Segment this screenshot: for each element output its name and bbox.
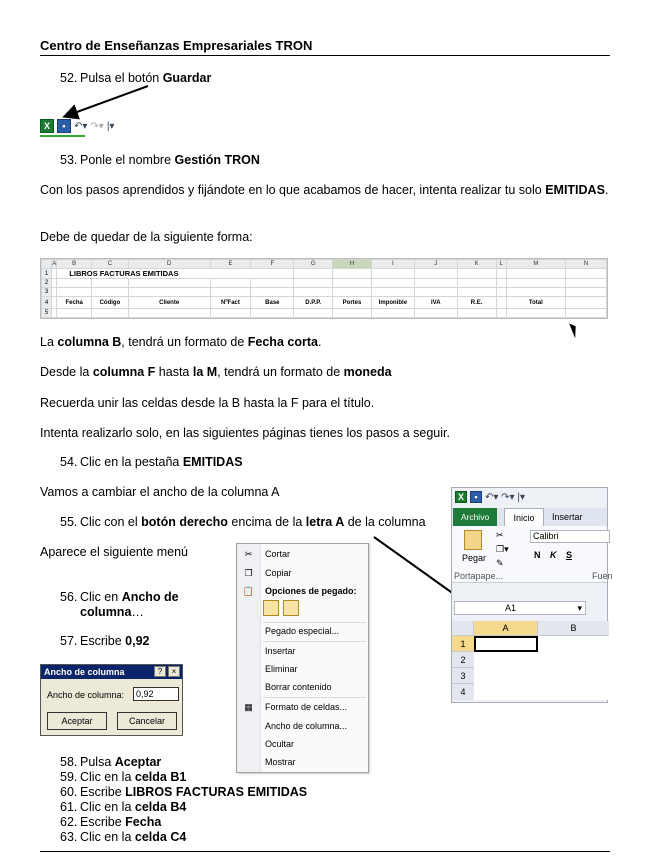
undo-icon[interactable]: ↶▾ ↷▾ |▾ bbox=[485, 491, 525, 503]
col-header: C bbox=[92, 260, 129, 269]
paragraph-column-b: La columna B, tendrá un formato de Fecha corta. bbox=[40, 335, 322, 349]
col-header: D bbox=[128, 260, 210, 269]
copy-icon: ❐ bbox=[244, 568, 253, 578]
width-input[interactable] bbox=[133, 687, 179, 701]
paste-icon[interactable] bbox=[464, 530, 482, 550]
col-header: N bbox=[566, 260, 607, 269]
menu-item-insert[interactable]: Insertar bbox=[265, 646, 296, 656]
menu-item-clear[interactable]: Borrar contenido bbox=[265, 682, 332, 692]
col-header: L bbox=[496, 260, 506, 269]
footer-rule bbox=[40, 851, 610, 852]
sheet-preview bbox=[40, 258, 608, 319]
row-header[interactable]: 1 bbox=[452, 636, 474, 652]
row-header: 4 bbox=[42, 297, 52, 309]
format-cells-icon: ▦ bbox=[244, 702, 253, 712]
step-52: 52. Pulsa el botón Guardar bbox=[60, 71, 212, 85]
step-59: 59. Clic en la celda B1 bbox=[60, 770, 187, 784]
row-header: 1 bbox=[42, 269, 52, 279]
step-63: 63. Clic en la celda C4 bbox=[60, 830, 187, 844]
ok-button[interactable]: Aceptar bbox=[47, 712, 107, 730]
step-55: 55. Clic con el botón derecho encima de la letra A de la columna bbox=[60, 515, 426, 529]
paste-values-icon[interactable] bbox=[283, 600, 299, 616]
underline-button[interactable]: S bbox=[566, 550, 573, 560]
header-cell: Fecha bbox=[57, 297, 92, 309]
step-58: 58. Pulsa Aceptar bbox=[60, 755, 162, 769]
arrow-to-save bbox=[66, 86, 148, 116]
paragraph-menu: Aparece el siguiente menú bbox=[40, 545, 189, 559]
step-54: 54. Clic en la pestaña EMITIDAS bbox=[60, 455, 243, 469]
cancel-button[interactable]: Cancelar bbox=[117, 712, 177, 730]
paragraph-currency: Desde la columna F hasta la M, tendrá un formato de moneda bbox=[40, 365, 392, 379]
menu-item-delete[interactable]: Eliminar bbox=[265, 664, 298, 674]
column-b-header[interactable]: B bbox=[538, 621, 609, 636]
menu-item-cut[interactable]: Cortar bbox=[265, 549, 291, 559]
chevron-down-icon: ▾ bbox=[577, 603, 582, 613]
sheet-title: LIBROS FACTURAS EMITIDAS bbox=[57, 269, 294, 279]
paste-label[interactable]: Pegar bbox=[462, 553, 487, 563]
excel-window bbox=[451, 487, 613, 703]
step-62: 62. Escribe Fecha bbox=[60, 815, 162, 829]
header-cell: Cliente bbox=[128, 297, 210, 309]
row-header[interactable]: 2 bbox=[452, 652, 474, 668]
bold-button[interactable]: N bbox=[534, 550, 541, 560]
paragraph-intro: Con los pasos aprendidos y fijándote en lo que acabamos de hacer, intenta realizar tu solo EMITIDAS. bbox=[40, 183, 609, 197]
paste-options-icon: 📋 bbox=[242, 586, 255, 596]
redo-icon[interactable]: ↷▾ bbox=[90, 120, 104, 132]
paragraph-merge: Recuerda unir las celdas desde la B hasta la F para el título. bbox=[40, 396, 375, 410]
header-cell: Portes bbox=[333, 297, 372, 309]
font-name-box[interactable]: Calibri bbox=[530, 530, 610, 543]
menu-item-hide[interactable]: Ocultar bbox=[265, 739, 295, 749]
save-icon[interactable]: ▪ bbox=[470, 491, 482, 503]
header-cell: Total bbox=[506, 297, 565, 309]
step-56: 56. Clic en Ancho de columna… bbox=[60, 590, 179, 619]
col-header: J bbox=[414, 260, 457, 269]
format-painter-icon[interactable]: ✎ bbox=[496, 558, 504, 568]
tab-file[interactable]: Archivo bbox=[453, 508, 497, 526]
menu-item-copy[interactable]: Copiar bbox=[265, 568, 292, 578]
header-cell: NºFact bbox=[210, 297, 251, 309]
step-57: 57. Escribe 0,92 bbox=[60, 634, 150, 648]
tab-insert[interactable]: Insertar bbox=[552, 512, 583, 522]
menu-item-format-cells[interactable]: Formato de celdas... bbox=[265, 702, 348, 712]
undo-icon[interactable]: ↶▾ bbox=[74, 120, 88, 132]
page-header: Centro de Enseñanzas Empresariales TRON bbox=[40, 38, 610, 56]
font-group-label: Fuen bbox=[592, 571, 613, 581]
paragraph-width: Vamos a cambiar el ancho de la columna A bbox=[40, 485, 280, 499]
italic-button[interactable]: K bbox=[550, 550, 557, 560]
corner-cell bbox=[42, 260, 52, 269]
help-icon[interactable]: ? bbox=[154, 666, 166, 677]
step-61: 61. Clic en la celda B4 bbox=[60, 800, 187, 814]
step-60: 60. Escribe LIBROS FACTURAS EMITIDAS bbox=[60, 785, 308, 799]
paste-option-icon[interactable] bbox=[263, 600, 279, 616]
name-box[interactable]: A1 ▾ bbox=[454, 601, 586, 615]
menu-item-unhide[interactable]: Mostrar bbox=[265, 757, 296, 767]
menu-heading-paste: Opciones de pegado: bbox=[265, 586, 357, 596]
step-53: 53. Ponle el nombre Gestión TRON bbox=[60, 153, 260, 167]
paragraph-expected: Debe de quedar de la siguiente forma: bbox=[40, 230, 253, 244]
col-header: E bbox=[210, 260, 251, 269]
header-cell: Imponible bbox=[371, 297, 414, 309]
customize-icon[interactable]: |▾ bbox=[106, 120, 115, 132]
excel-icon: X bbox=[455, 491, 467, 503]
clipboard-group-label: Portapape... bbox=[454, 571, 504, 581]
header-cell: Código bbox=[92, 297, 129, 309]
paragraph-try: Intenta realizarlo solo, en las siguientes páginas tienes los pasos a seguir. bbox=[40, 426, 450, 440]
excel-icon: X bbox=[40, 119, 54, 133]
tab-home[interactable]: Inicio bbox=[504, 508, 544, 526]
row-header[interactable]: 4 bbox=[452, 684, 474, 700]
close-icon[interactable]: × bbox=[168, 666, 180, 677]
header-cell: R.E. bbox=[457, 297, 496, 309]
col-header: H bbox=[333, 260, 372, 269]
copy-icon[interactable]: ❐▾ bbox=[496, 544, 509, 554]
dialog-title: Ancho de columna bbox=[41, 665, 182, 679]
col-header: A bbox=[52, 261, 57, 267]
header-cell: Base bbox=[251, 297, 294, 309]
col-header: M bbox=[506, 260, 565, 269]
cut-icon[interactable]: ✂ bbox=[496, 530, 504, 540]
row-header: 3 bbox=[42, 288, 52, 297]
column-width-dialog bbox=[40, 664, 183, 736]
steps-list bbox=[60, 755, 307, 845]
column-a-header[interactable]: A bbox=[474, 621, 538, 636]
header-cell: IVA bbox=[414, 297, 457, 309]
col-header: G bbox=[294, 260, 333, 269]
row-header[interactable]: 3 bbox=[452, 668, 474, 684]
col-header: F bbox=[251, 260, 294, 269]
save-icon[interactable]: ▪ bbox=[57, 119, 71, 133]
ribbon bbox=[452, 526, 613, 583]
col-header: I bbox=[371, 260, 414, 269]
row-header: 2 bbox=[42, 279, 52, 288]
row-header: 5 bbox=[42, 309, 52, 318]
col-header: B bbox=[57, 260, 92, 269]
menu-item-column-width[interactable]: Ancho de columna... bbox=[265, 721, 348, 731]
width-label: Ancho de columna: bbox=[47, 690, 125, 700]
header-cell: D.P.P. bbox=[294, 297, 333, 309]
col-header: K bbox=[457, 260, 496, 269]
scissors-icon: ✂ bbox=[244, 549, 253, 559]
active-cell[interactable] bbox=[474, 636, 538, 652]
menu-item-paste-special[interactable]: Pegado especial... bbox=[265, 626, 340, 636]
context-menu bbox=[236, 543, 369, 773]
